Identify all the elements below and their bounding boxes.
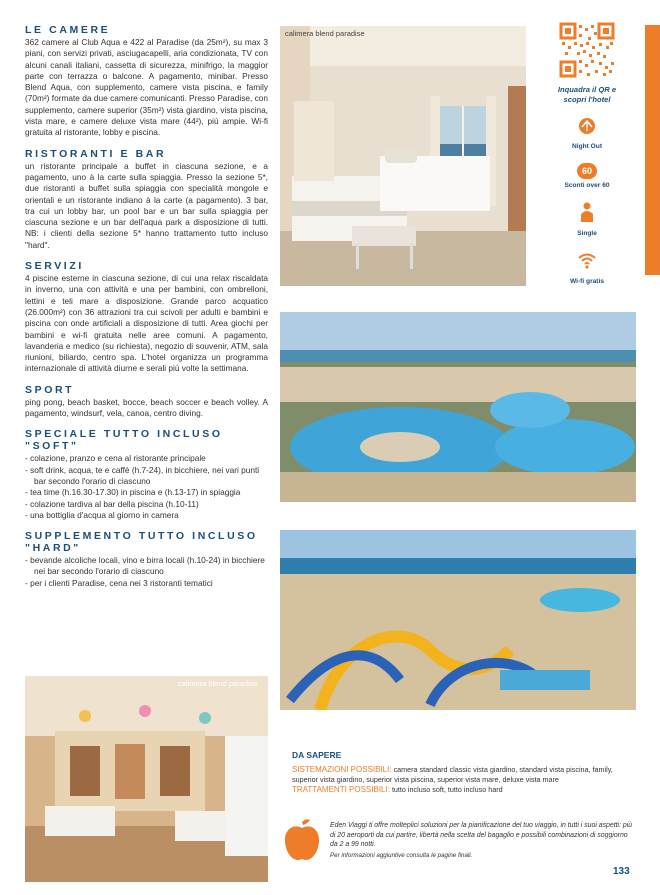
info-value: camera standard classic vista giardino, standard vista piscina, family, superior vista giardino, superior vista piscina, superior vista mare, deluxe vista mare xyxy=(292,765,613,784)
photo-caption: calimera blend paradise xyxy=(178,679,258,688)
list-item: - colazione, pranzo e cena al ristorante principale xyxy=(25,453,268,464)
section-ristoranti xyxy=(25,148,268,251)
feature-label: Single xyxy=(577,230,597,237)
list-item: - colazione tardiva al bar della piscina (h.10-11) xyxy=(25,499,268,510)
eden-apple-logo xyxy=(283,818,321,864)
info-trattamenti xyxy=(292,785,638,795)
feature-night-out xyxy=(552,117,622,151)
feature-label: Wi-fi gratis xyxy=(569,278,604,285)
list-item: - bevande alcoliche locali, vino e birra locali (h.10-24) in bicchiere nei bar secondo l'orario di ciascuno xyxy=(25,555,268,578)
page-number: 133 xyxy=(613,866,630,877)
hard-list xyxy=(25,555,268,589)
section-sport xyxy=(25,384,268,420)
feature-label: Sconti over 60 xyxy=(564,182,610,189)
footer-note: Per informazioni aggiuntive consulta le pagine finali. xyxy=(330,851,473,859)
room-photo xyxy=(280,26,526,286)
section-title: SPECIALE TUTTO INCLUSO "SOFT" xyxy=(25,428,223,453)
section-hard xyxy=(25,530,268,589)
single-icon xyxy=(580,202,594,222)
info-value: tutto incluso soft, tutto incluso hard xyxy=(391,785,503,794)
section-title: SPORT xyxy=(25,383,75,396)
section-soft xyxy=(25,428,268,521)
pool-photo xyxy=(280,312,636,502)
wifi-icon xyxy=(577,250,597,270)
night-out-icon xyxy=(578,117,596,135)
list-item: - una bottiglia d'acqua al giorno in camera xyxy=(25,510,268,521)
section-title: LE CAMERE xyxy=(25,24,111,36)
feature-single xyxy=(552,202,622,238)
section-text: ping pong, beach basket, bocce, beach soccer e beach volley. A pagamento, windsurf, vela, canoa, centro diving. xyxy=(25,396,268,419)
text-column xyxy=(25,24,268,598)
list-item: - tea time (h.16.30-17.30) in piscina e (h.13-17) in spiaggia xyxy=(25,487,268,498)
section-text: 4 piscine esterne in ciascuna sezione, di cui una relax riscaldata in inverno, una con attività e una per bambini, con ombrelloni, lettini e teli mare a disposizione. Grande parco acquatico (26.000m²) con 36 attrazioni tra cui scivoli per adulti e bambini e piscina con onde artificiali a disposizione di tutti. Area giochi per bambini e wi-fi gratuita nelle aree comuni. A pagamento, lavanderia e medico (su richiesta), negozio di souvenir, ATM, sala riunioni, biliardo, centro spa. L'hotel organizza un programma internazionale di attività diurne e serali più volte la settimana. xyxy=(25,273,268,374)
section-text: 362 camere al Club Aqua e 422 al Paradise (da 25m²), su max 3 piani, con servizi privati, asciugacapelli, aria condizionata, TV con alcuni canali italiani, cassetta di sicurezza, minifrigo, la maggior parte con terrazza o balcone. A pagamento, minibar. Presso Blend Aqua, con supplemento, camere vista piscina, e family (70m²) formate da due camere comunicanti. Presso Paradise, con supplemento, camere superior (35m²) vista giardino, vista piscina, vista mare, e camere deluxe vista mare (44²), più ampie. Wi-fi gratuita al ristorante, lobby e piscina. xyxy=(25,37,268,138)
photo-caption: calimera blend paradise xyxy=(285,29,365,38)
section-text: un ristorante principale a buffet in ciascuna sezione, e a pagamento, uno à la carte sulla spiaggia. Presso la sezione 5*, due ristoranti a buffet sulla spiaggia con specialità mongole e orientali e un ristorante indiano à la carte (a pagamento). 3 bar, tra cui un lobby bar, un pool bar e un bar sulla spiaggia per ciascuna sezione e un bar dell'aqua park a disposizione di tutti. NB: i clienti della sezione 5* hanno trattamento tutto incluso "hard". xyxy=(25,160,268,250)
info-box xyxy=(292,750,638,795)
list-item: - per i clienti Paradise, cena nei 3 ristoranti tematici xyxy=(25,578,268,589)
section-camere xyxy=(25,24,268,139)
section-servizi xyxy=(25,260,268,375)
info-sistemazioni xyxy=(292,765,638,785)
info-key: TRATTAMENTI POSSIBILI: xyxy=(292,785,390,794)
over-60-icon: 60 xyxy=(577,163,597,179)
section-title: SERVIZI xyxy=(25,260,84,273)
section-title: SUPPLEMENTO TUTTO INCLUSO "HARD" xyxy=(25,530,258,555)
feature-wifi xyxy=(552,250,622,286)
soft-list xyxy=(25,453,268,521)
sidebar xyxy=(552,22,622,286)
waterpark-photo xyxy=(280,530,636,710)
footer-paragraph: Eden Viaggi ti offre molteplici soluzioni per la pianificazione del tuo viaggio, in tutti i suoi aspetti: più di 20 aeroporti da cui partire, libertà nella scelta del bagaglio e possibili combinazioni di soggiorno da 2 a 99 notti. xyxy=(330,822,633,849)
info-title: DA SAPERE xyxy=(292,750,342,760)
accent-stripe xyxy=(645,25,660,275)
section-title: RISTORANTI E BAR xyxy=(25,147,167,160)
qr-caption: Inquadra il QR e scopri l'hotel xyxy=(557,85,617,104)
footer-text xyxy=(330,821,636,859)
feature-label: Night Out xyxy=(571,143,603,150)
qr-code[interactable] xyxy=(559,22,615,78)
restaurant-photo xyxy=(25,676,268,882)
list-item: - soft drink, acqua, te e caffè (h.7-24), in bicchiere, nei vari punti bar secondo l'orario di ciascuno xyxy=(25,465,268,488)
info-key: SISTEMAZIONI POSSIBILI: xyxy=(292,765,392,774)
feature-over-60 xyxy=(552,163,622,190)
